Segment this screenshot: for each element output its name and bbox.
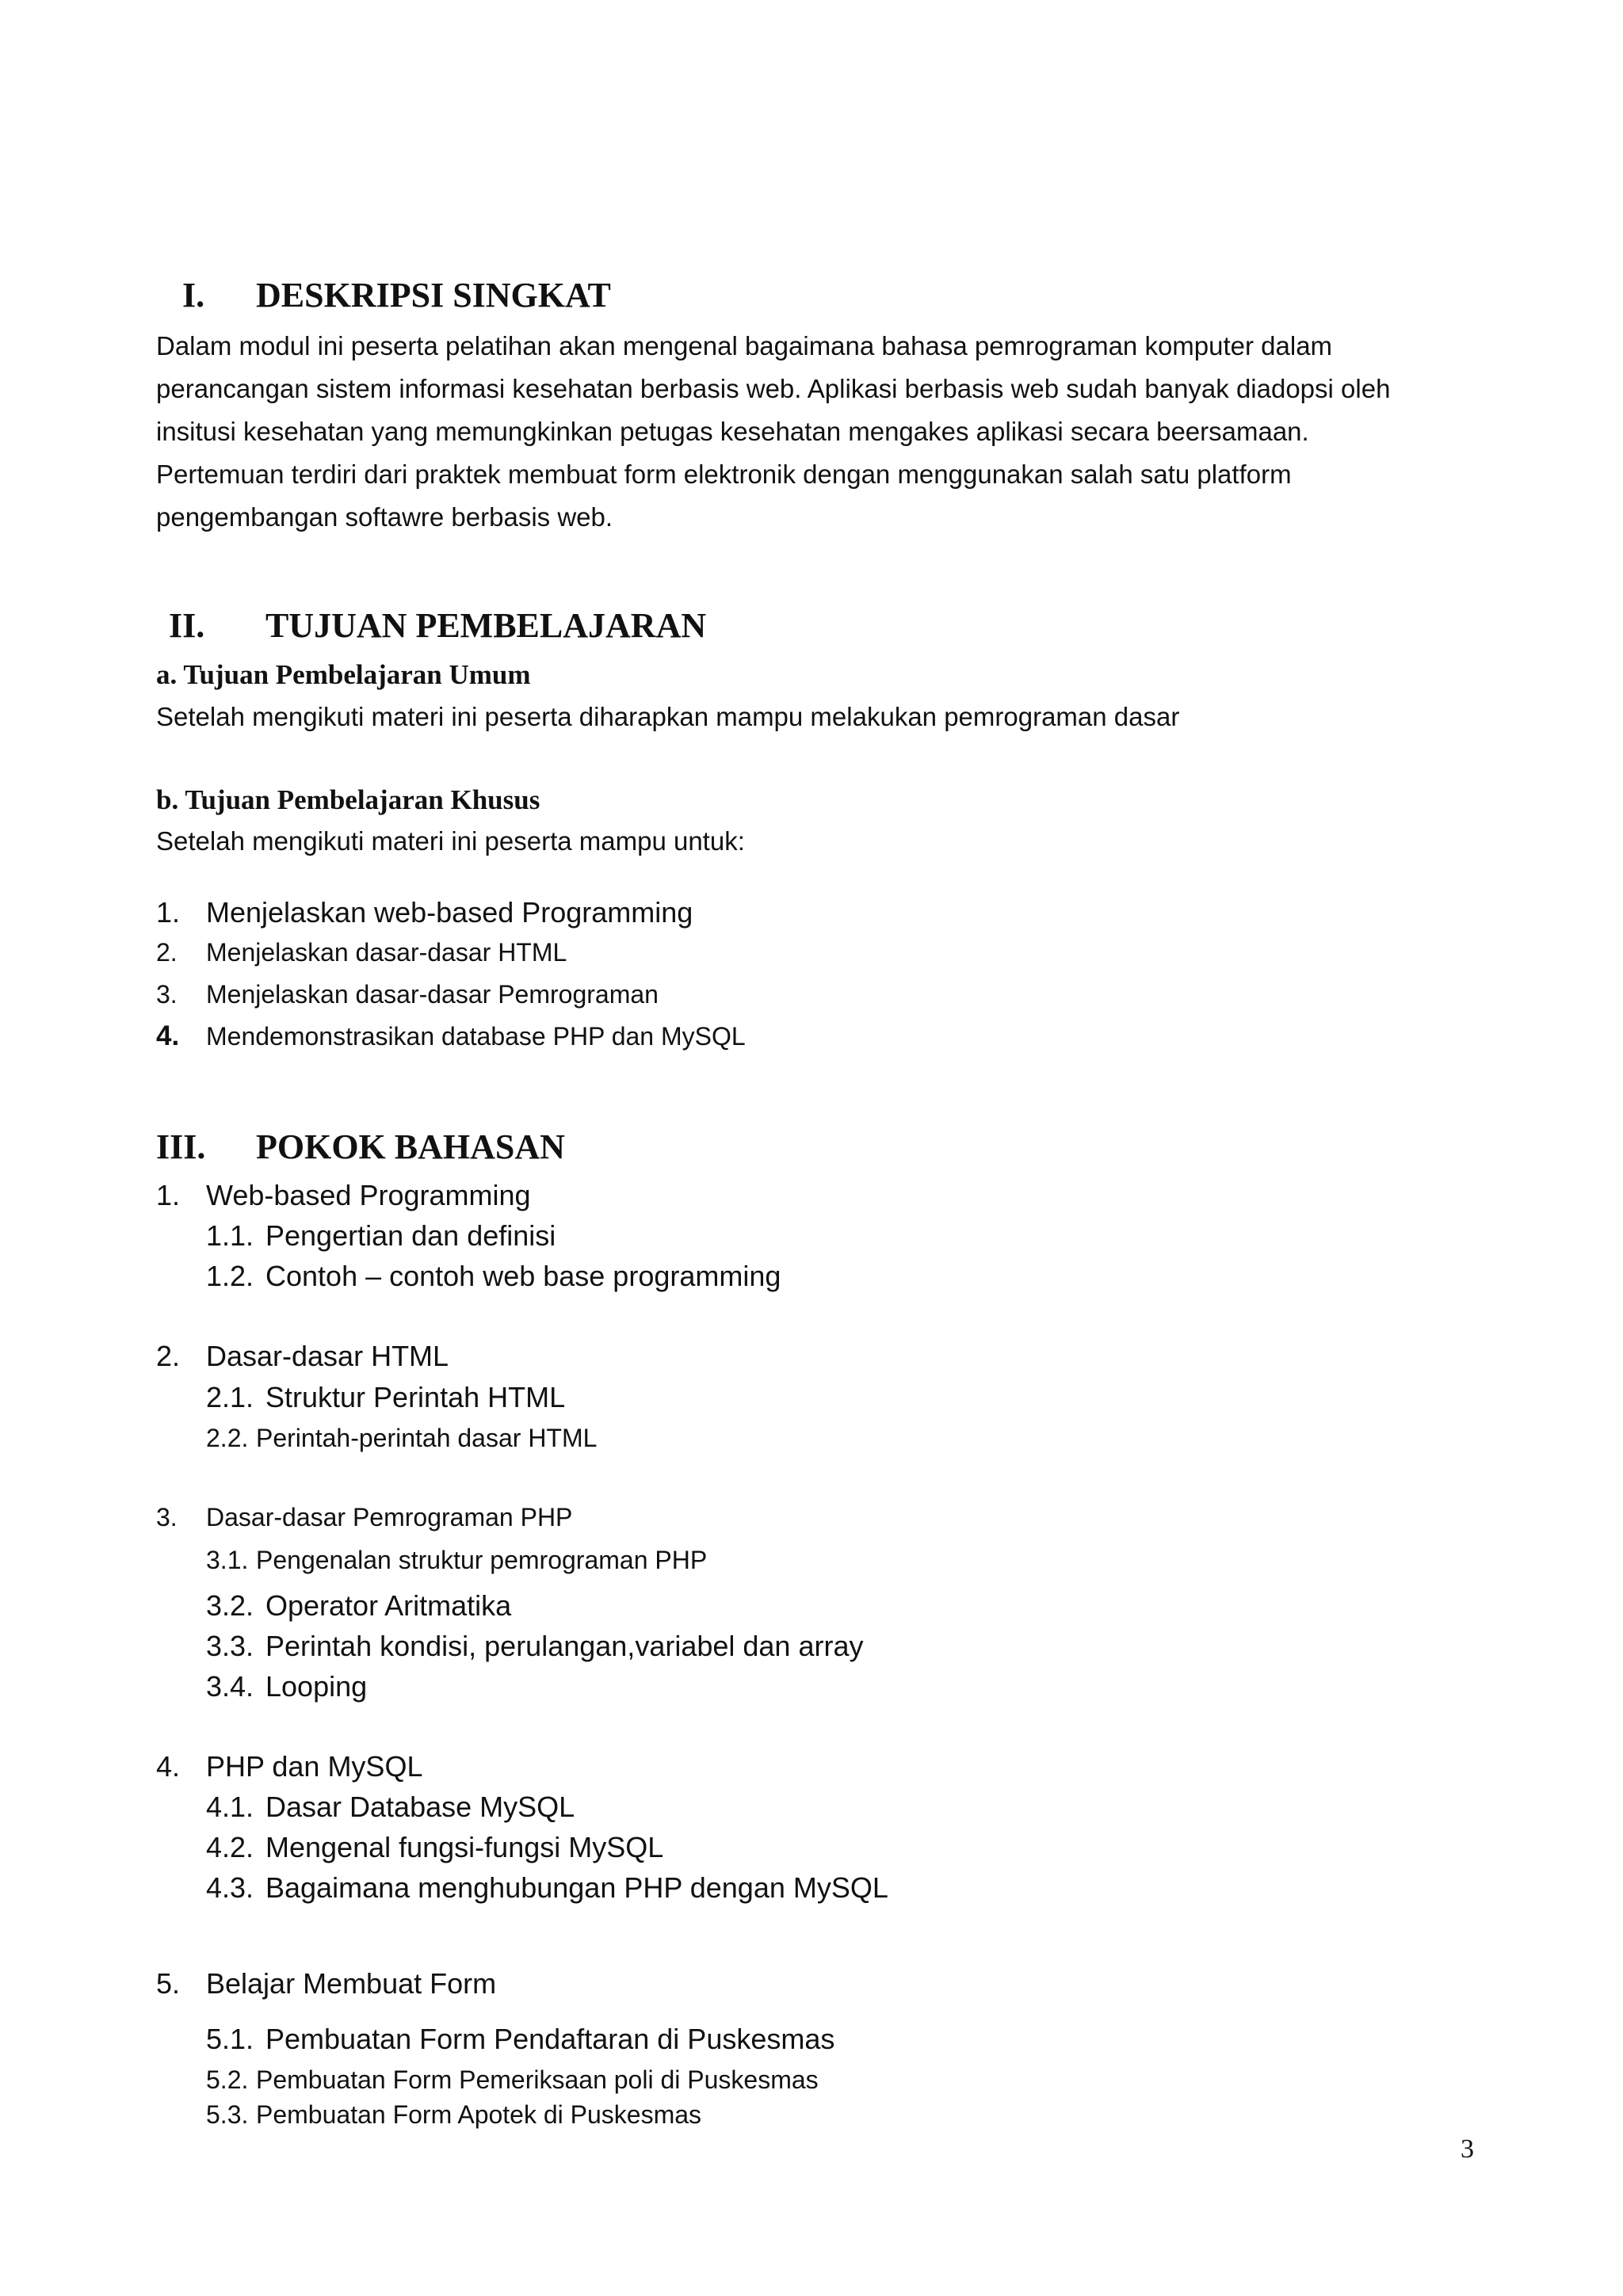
objective-item: 4. Mendemonstrasikan database PHP dan MySQL	[156, 1020, 746, 1051]
section1-heading	[182, 273, 611, 318]
subtopic-item: 3.4. Looping	[206, 1670, 368, 1703]
section2-number: II.	[169, 606, 205, 645]
section3-number: III.	[156, 1127, 206, 1166]
subtopic-item: 5.2. Pembuatan Form Pemeriksaan poli di Puskesmas	[206, 2065, 819, 2094]
subtopic-item: 5.1. Pembuatan Form Pendaftaran di Puskesmas	[206, 2023, 835, 2055]
section1-number: I.	[182, 276, 205, 315]
section3-title: POKOK BAHASAN	[256, 1127, 565, 1166]
topic-item: 5. Belajar Membuat Form	[156, 1967, 497, 2000]
paragraph-line: perancangan sistem informasi kesehatan berbasis web. Aplikasi berbasis web sudah banyak diadopsi oleh	[156, 374, 1391, 403]
section1-title: DESKRIPSI SINGKAT	[256, 276, 611, 315]
sub-a-text: Setelah mengikuti materi ini peserta diharapkan mampu melakukan pemrograman dasar	[156, 702, 1180, 731]
topic-item: 1. Web-based Programming	[156, 1179, 531, 1211]
subtopic-item: 1.2. Contoh – contoh web base programming	[206, 1260, 781, 1292]
section1-paragraph	[156, 325, 1390, 539]
subtopic-item: 4.3. Bagaimana menghubungan PHP dengan MySQL	[206, 1871, 888, 1904]
section2-heading	[169, 604, 706, 648]
subtopic-item: 2.2. Perintah-perintah dasar HTML	[206, 1424, 598, 1452]
paragraph-line: insitusi kesehatan yang memungkinkan petugas kesehatan mengakes aplikasi secara beersamaan.	[156, 417, 1309, 446]
sub-b-title: b. Tujuan Pembelajaran Khusus	[156, 784, 540, 815]
subtopic-item: 1.1. Pengertian dan definisi	[206, 1219, 556, 1252]
section2-title: TUJUAN PEMBELAJARAN	[265, 606, 707, 645]
subtopic-item: 3.1. Pengenalan struktur pemrograman PHP	[206, 1546, 708, 1574]
topic-item: 3. Dasar-dasar Pemrograman PHP	[156, 1503, 573, 1531]
objective-item: 2. Menjelaskan dasar-dasar HTML	[156, 938, 567, 967]
subtopic-item: 2.1. Struktur Perintah HTML	[206, 1381, 566, 1413]
sub-a-title: a. Tujuan Pembelajaran Umum	[156, 659, 531, 690]
section3-heading	[156, 1125, 565, 1169]
paragraph-line: Pertemuan terdiri dari praktek membuat form elektronik dengan menggunakan salah satu platform	[156, 460, 1292, 489]
subtopic-item: 5.3. Pembuatan Form Apotek di Puskesmas	[206, 2100, 702, 2129]
topic-item: 2. Dasar-dasar HTML	[156, 1340, 449, 1372]
paragraph-line: pengembangan softawre berbasis web.	[156, 502, 613, 532]
subtopic-item: 4.2. Mengenal fungsi-fungsi MySQL	[206, 1831, 664, 1863]
subtopic-item: 3.2. Operator Aritmatika	[206, 1589, 512, 1622]
subtopic-item: 3.3. Perintah kondisi, perulangan,variabel dan array	[206, 1630, 864, 1662]
page-number: 3	[1461, 2134, 1474, 2164]
topic-item: 4. PHP dan MySQL	[156, 1750, 423, 1783]
objective-item: 1. Menjelaskan web-based Programming	[156, 896, 693, 929]
subtopic-item: 4.1. Dasar Database MySQL	[206, 1791, 575, 1823]
objective-item: 3. Menjelaskan dasar-dasar Pemrograman	[156, 980, 659, 1009]
paragraph-line: Dalam modul ini peserta pelatihan akan mengenal bagaimana bahasa pemrograman komputer dalam	[156, 331, 1333, 360]
sub-b-text: Setelah mengikuti materi ini peserta mampu untuk:	[156, 826, 745, 856]
